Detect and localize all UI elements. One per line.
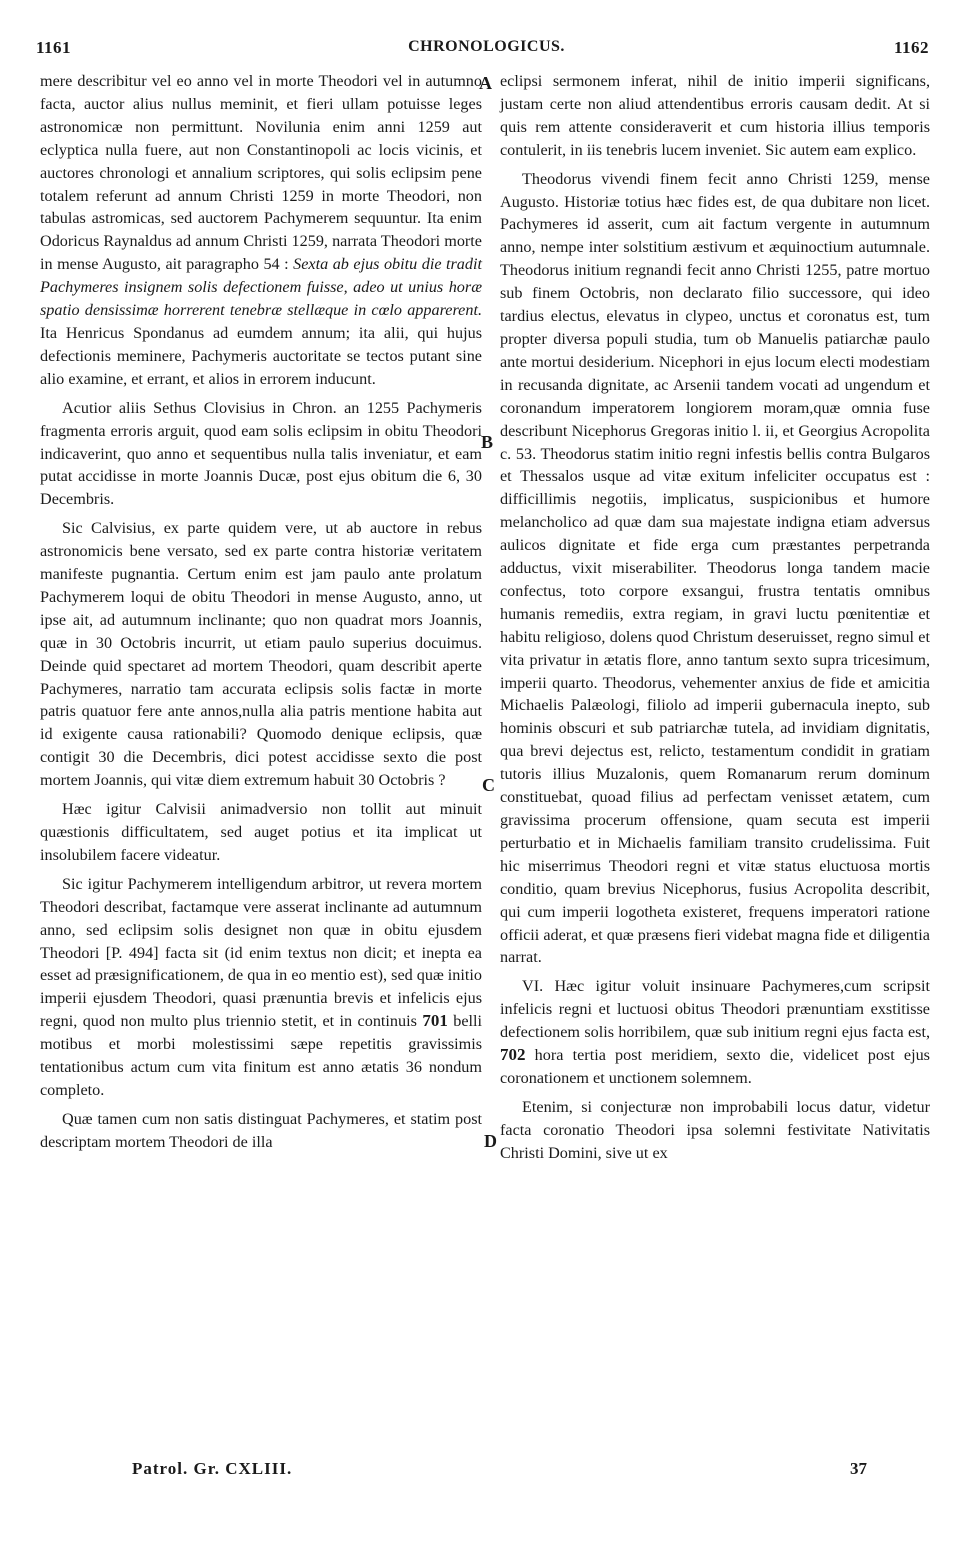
- margin-marker-d: D: [484, 1131, 497, 1151]
- page-reference-number: 701: [422, 1011, 448, 1031]
- paragraph: [40, 873, 482, 1102]
- margin-marker-a: A: [479, 73, 492, 93]
- footer-signature-number: 37: [850, 1459, 867, 1478]
- paragraph: Theodorus vivendi finem fecit anno Christi 1259, mense Augusto. Historiæ totius hæc fides est, de qua dubitare non licet. Pachymeres id asserit, cum ait factum vergente in autumnum anno, nempe inter solstitium æstivum et æquinoctium autumnale. Theodorus initium regnandi fecit anno Christi 1255, patre mortuo sub finem Octobris, non declarato filio successore, qui ideo tardius electus, elevatus in clypeo, unctus et coronatus est, tum propter diversa populi studia, tum ob Manuelis patiarchæ paulo ante mortui desiderium. Nicephori in ejus locum electi modestiam in recusanda dignitate, ac Arsenii tandem vocati ad ungendum et coronandum imperatorem longiorem moram,quæ omnia fuse describunt Nicephorus Gregoras initio l. ii, et Georgius Acropolita c. 53. Theodorus statim initio regni infestis bellis contra Bulgaros et Thessalos usque ad vitæ exitum infeliciter occupatus est : difficillimis negotiis, implicatus, suspicionibus et humore melancholico ad quæ dam sua majestate indigna etiam adversus aulicos dignitate et fide erga cum præstantes perpetranda adductus, vixit miserabiliter. Theodorus longa tandem macie confectus, toto corpore exsangui, frustra tentatis omnibus humanis remediis, extra regiam, in gravi luctu pœnitentiæ et habitu religioso, dolens quod Christum deseruisset, regno simul et vita privatur in ætatis flore, anno tantum sexto supra tricesimum, imperii quarto. Theodorus, vehementer anxius de fide et amicitia Michaelis Palæologi, filiolo ad imperii gubernacula inepto, sub hominis obscuri et sub patriarchæ tutela, ad invidiam dignitatis, qua brevi dejectus est, relicto, testamentum condidit in gratiam tutoris illius Muzalonis, quem Romanarum rerum dominum constituebat, quoad filius ad perfectam venisset ætatem, cum gravissima procerum offensione, quam secuta est imperii perturbatio et in Michaelis familiam transito crudelissima. Fuit hic miserrimus Theodori regni et vitæ status eluctuosa mortis conditio, quam brevius Nicephorus, fusius Acropolita describit, qui cum imperii logotheta existeret, frequens imperatori ratione officii aderat, et quæ præsens fieri videbat magna fide et diligentia narrat.: [500, 169, 930, 967]
- text-run: Ita Henricus Spondanus ad eumdem annum; ita alii, qui hujus defectionis meminere, Pachymeris auctoritate se tectos putant sine alio examine, et errant, et alios in errorem inducunt.: [40, 323, 482, 388]
- page-reference-number: 702: [500, 1045, 526, 1065]
- text-run: belli motibus et morbi molestissimi sæpe repetitis gravissimis tentationibus actum cum vita finitum est anno ætatis 36 nondum completo.: [40, 1012, 482, 1099]
- paragraph: Quæ tamen cum non satis distinguat Pachymeres, et statim post descriptam mortem Theodori de illa: [40, 1109, 482, 1151]
- paragraph: Etenim, si conjecturæ non improbabili locus datur, videtur facta coronatio Theodori ipsa solemni festivitate Nativitatis Christi Domini, sive ut ex: [500, 1097, 930, 1162]
- paragraph: [40, 70, 482, 391]
- paragraph: [500, 975, 930, 1090]
- right-text-column: [500, 70, 930, 1165]
- paragraph: Acutior aliis Sethus Clovisius in Chron. an 1255 Pachymeris fragmenta erroris arguit, quod eam solis eclipsim in obitu Theodori indicaverint, quo anno et sequentibus nulla talis inveniatur, et eam putat accidisse in morte Joannis Ducæ, post ejus obitum die 6, 30 Decembris.: [40, 398, 482, 509]
- right-column-number: 1162: [893, 38, 929, 57]
- paragraph: eclipsi sermonem inferat, nihil de initio imperii significans, justam certe non aliud attendentibus erroris causam dedit. At si quis rem attente consideraverit et cum historia illius temporis contulerit, in iis tenebris lucem inveniet. Sic autem eam explico.: [500, 72, 930, 159]
- text-run: hora tertia post meridiem, sexto die, videlicet post ejus coronationem et unctionem solemnem.: [500, 1046, 930, 1087]
- text-run: mere describitur vel eo anno vel in morte Theodori vel in autumno facta, auctor alius nullus meminit, et fieri ullam potuisse leges astronomicæ non permittunt. Novilunia enim anni 1259 aut eclyptica nulla fuere, aut non Constantinopoli ac locis vicinis, et auctores chronologi et annalium scriptores, qui solis eclipsim pene totalem referunt ad annum Christi 1259 in morte Theodori, non tabulas astromicas, sed auctorem Pachymerem sequuntur. Ita enim Odoricus Raynaldus ad annum Christi 1259, narrata Theodori morte in mense Augusto, ait paragrapho 54 :: [40, 72, 482, 274]
- paragraph: Sic Calvisius, ex parte quidem vere, ut ab auctore in rebus astronomicis bene versato, sed ex parte contra historiæ veritatem manifeste pugnantia. Certum enim est jam paulo ante prolatum Pachymerem loqui de obitu Theodori in mense Augusto, anno, ut ipse ait, ad autumnum inclinante; quo non quadrat mors Joannis, quæ in 30 Octobris incurrit, ut etiam paulo superius docuimus. Deinde quid spectaret ad mortem Theodori, quam describit aperte Pachymeres, narratio tam accurata eclipsis solis factæ in morte patris quatuor fere ante annos,nulla alia patris mentione habita aut id exigente causa rationabili? Quomodo denique eclipsis, quæ contigit 30 die Decembris, dici potest accidisse sexto die post mortem Joannis, qui vitæ diem extremum habuit 30 Octobris ?: [40, 519, 482, 790]
- margin-marker-b: B: [481, 432, 494, 452]
- text-run: Sic igitur Pachymerem intelligendum arbitror, ut revera mortem Theodori describat, factamque vere asserat inclinante ad autumnum anno, sed eclipsim solis designet non quæ in obitu ejusdem Theodori [P. 494] facta sit (id enim textus non dicit; et inepta ea esset ad præsignificationem, de qua in eo mentio est), sed quæ initio imperii ejusdem Theodori, quasi prænuntia brevis et infelicis ejus regni, quod non multo plus triennio stetit, et in continuis: [40, 874, 482, 1031]
- footer-signature: Patrol. Gr. CXLIII.: [132, 1459, 293, 1478]
- left-text-column: [40, 70, 482, 1154]
- margin-marker-c: C: [482, 775, 495, 795]
- text-run: VI. Hæc igitur voluit insinuare Pachymeres,cum scripsit infelicis regni et luctuosi obitus Theodori prænuntiam exstitisse defectionem solis horribilem, quæ sub initium regni ejus facta est,: [500, 977, 930, 1042]
- running-head: CHRONOLOGICUS.: [408, 38, 565, 55]
- left-column-number: 1161: [36, 38, 72, 57]
- paragraph: Hæc igitur Calvisii animadversio non tollit aut minuit quæstionis difficultatem, sed auget potius et ita implicat ut insolubilem facere videatur.: [40, 800, 482, 864]
- italic-quote: Sexta ab ejus obitu die tradit Pachymeres insignem solis defectionem fuisse, adeo ut unius horæ spatio densissimæ horrerent tenebræ stellæque in cœlo apparerent.: [40, 255, 482, 320]
